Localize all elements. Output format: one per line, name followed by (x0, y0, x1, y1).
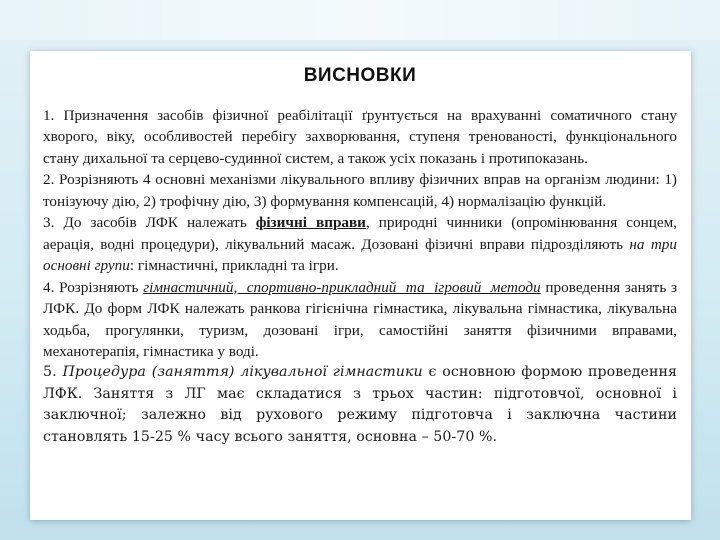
three-groups-term: на три основні групи (43, 235, 677, 275)
slide-top-strip (0, 0, 720, 40)
paragraph-4-text-c: проведення занять з ЛФК. До форм ЛФК належать ранкова гігієнічна гімнастика, лікувальна гімнастика, лікувальна ходьба, прогулянки, туризм, дозовані ігри, самостійні заняття фізичними вправами, механотерапія, гімнастика у воді. (43, 278, 677, 360)
procedure-term: Процедура (заняття) лікувальної гімнастики (62, 364, 423, 381)
paragraph-2: 2. Розрізняють 4 основні механізми лікувального впливу фізичних вправ на організм людини: 1) тонізуючу дію, 2) трофічну дію, 3) формування компенсацій, 4) нормалізацію функцій. (43, 171, 677, 210)
paragraph-3-text-a: 3. До засобів ЛФК належать (43, 214, 256, 232)
paragraph-3 (43, 212, 677, 276)
paragraph-3-text-c: , природні чинники (опромінювання сонцем, аерація, водні процедури), лікувальний масаж. Дозовані фізичні вправи підрозділяють (43, 214, 677, 253)
paragraph-4 (43, 277, 677, 363)
methods-term: гімнастичний, спортивно-прикладний та ігровий методи (143, 278, 541, 296)
paragraph-5-text-a: 5. (43, 364, 63, 381)
paragraph-5 (43, 362, 677, 448)
slide-body (43, 105, 677, 448)
slide-content-card (30, 51, 691, 520)
paragraph-3-text-e: : гімнастичні, прикладні та ігри. (129, 257, 339, 275)
physical-exercises-term: фізичні вправи (255, 214, 366, 232)
paragraph-4-text-a: 4. Розрізняють (43, 278, 144, 296)
paragraph-5-text-c: є основною формою проведення ЛФК. Заняття з ЛГ має складатися з трьох частин: підготовчої, основної і заключної; залежно від рухового режиму підготовча і заключна частини становлять 15-25 % часу всього заняття, основна – 50-70 %. (43, 364, 677, 445)
slide-title: ВИСНОВКИ (303, 65, 417, 86)
paragraph-1: 1. Призначення засобів фізичної реабілітації ґрунтується на врахуванні соматичного стану хворого, віку, особливостей перебігу захворювання, ступеня тренованості, функціонального стану дихальної та серцево-судинної систем, а також усіх показань і протипоказань. (43, 107, 677, 167)
